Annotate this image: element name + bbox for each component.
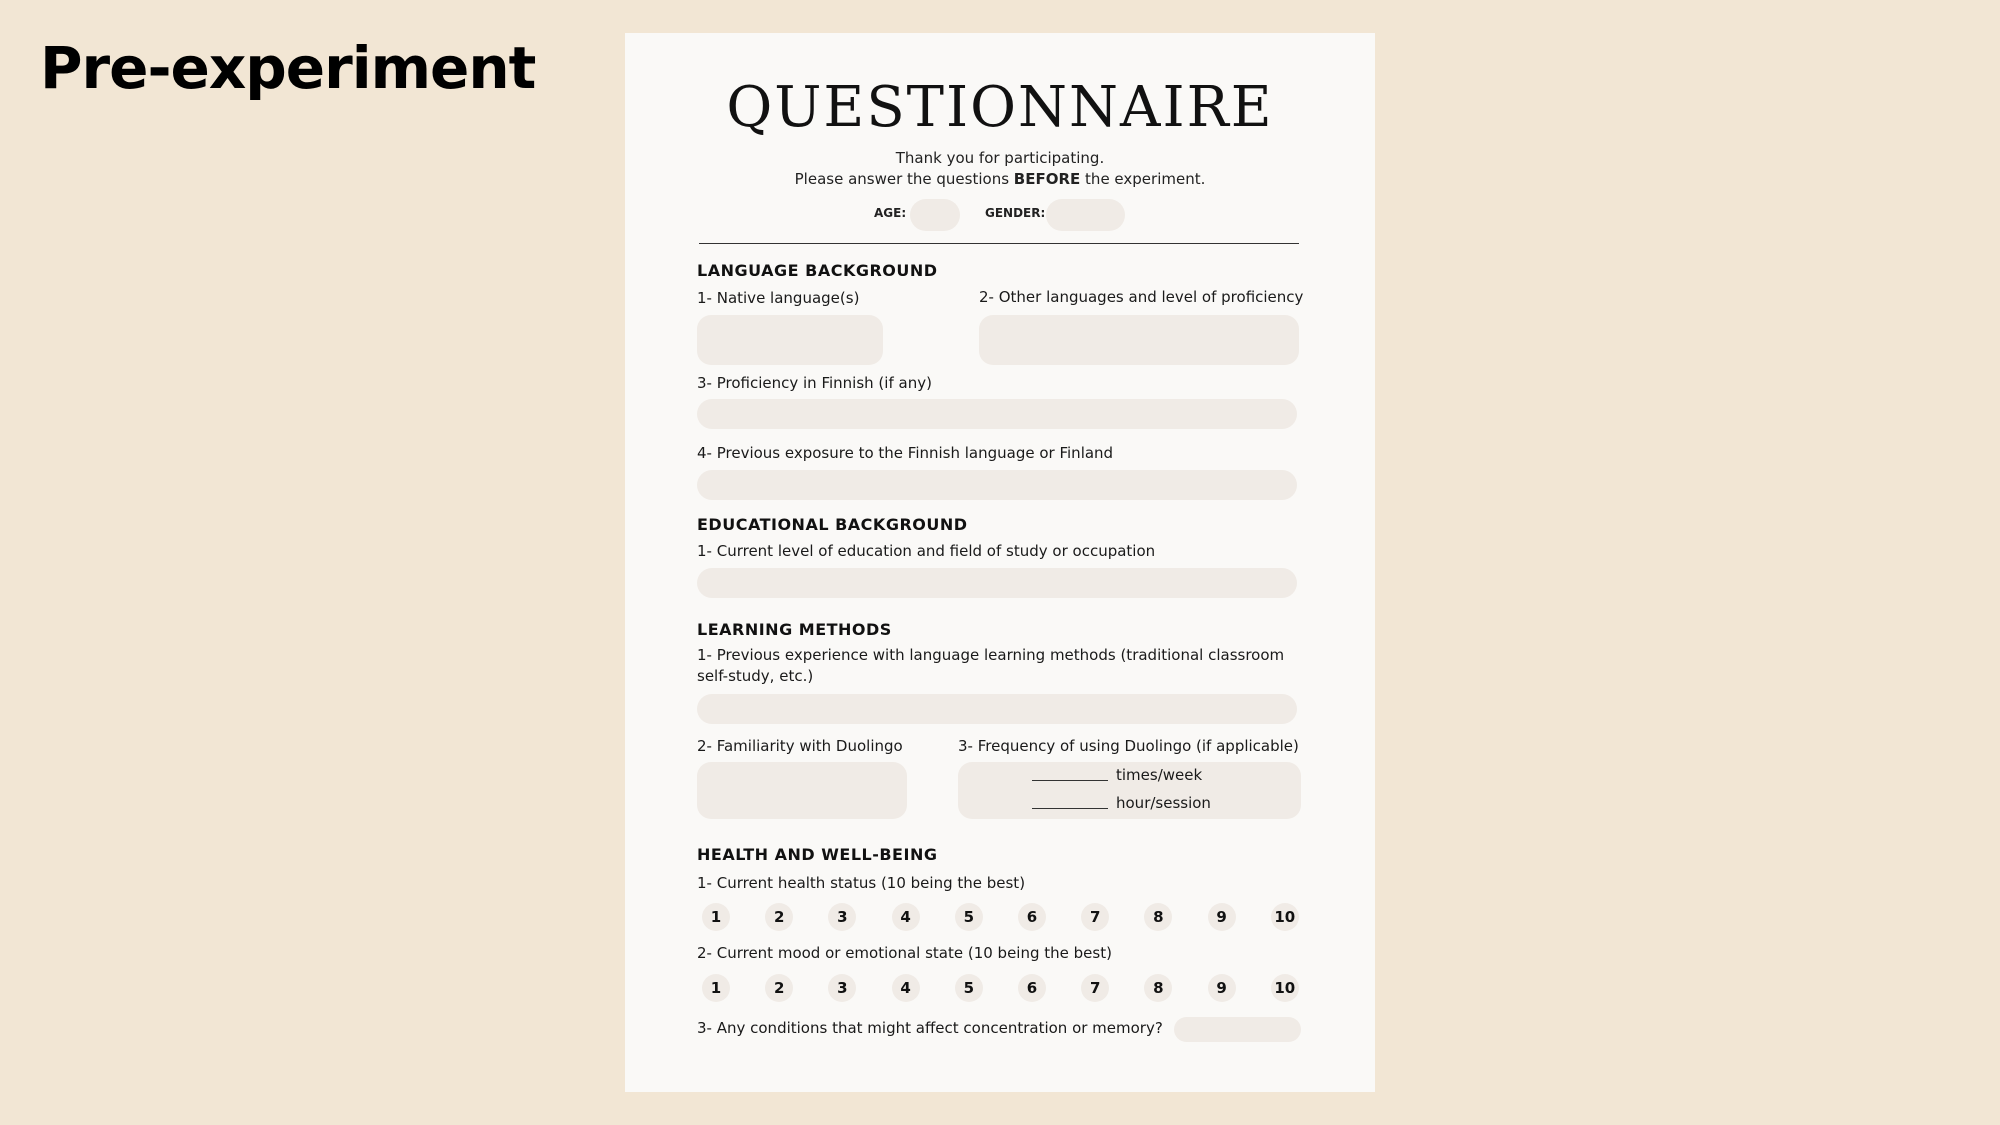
q-finnish-exposure: 4- Previous exposure to the Finnish language or Finland: [697, 444, 1114, 462]
q-conditions: 3- Any conditions that might affect concentration or memory?: [697, 1019, 1163, 1037]
gender-label: GENDER:: [985, 206, 1046, 220]
age-field[interactable]: [910, 199, 960, 231]
questionnaire-sheet: [625, 33, 1375, 1092]
health-status-option-7[interactable]: 7: [1081, 903, 1109, 931]
q-mood-state: 2- Current mood or emotional state (10 being the best): [697, 944, 1112, 962]
finnish-exposure-field[interactable]: [697, 470, 1297, 500]
mood-state-option-4[interactable]: 4: [892, 974, 920, 1002]
divider: [699, 243, 1299, 244]
health-status-option-5[interactable]: 5: [955, 903, 983, 931]
intro-text-after: the experiment.: [1080, 170, 1206, 188]
section-language-background: LANGUAGE BACKGROUND: [697, 261, 938, 280]
native-language-field[interactable]: [697, 315, 883, 365]
age-label: AGE:: [874, 206, 907, 220]
health-status-option-6[interactable]: 6: [1018, 903, 1046, 931]
q-learning-experience-line-1: 1- Previous experience with language learning methods (traditional classroom: [697, 646, 1285, 664]
health-status-option-8[interactable]: 8: [1144, 903, 1172, 931]
intro-text-before: Please answer the questions: [794, 170, 1014, 188]
section-learning-methods: LEARNING METHODS: [697, 620, 892, 639]
mood-state-option-3[interactable]: 3: [828, 974, 856, 1002]
q-other-languages: 2- Other languages and level of proficiency: [979, 288, 1304, 306]
duolingo-familiarity-field[interactable]: [697, 762, 907, 819]
health-status-option-9[interactable]: 9: [1208, 903, 1236, 931]
intro-text-bold: BEFORE: [1013, 170, 1081, 188]
health-status-option-10[interactable]: 10: [1271, 903, 1299, 931]
q-health-status: 1- Current health status (10 being the best): [697, 874, 1026, 892]
hour-session-blank[interactable]: [1032, 808, 1108, 809]
q-finnish-proficiency: 3- Proficiency in Finnish (if any): [697, 374, 932, 392]
gender-field[interactable]: [1046, 199, 1125, 231]
q-duolingo-familiarity: 2- Familiarity with Duolingo: [697, 737, 903, 755]
intro-line-1: Thank you for participating.: [895, 149, 1105, 167]
intro-line-2: [625, 170, 1375, 188]
q-learning-experience-line-2: self-study, etc.): [697, 667, 814, 685]
mood-state-option-10[interactable]: 10: [1271, 974, 1299, 1002]
slide-title: Pre-experiment: [40, 34, 536, 102]
health-status-option-2[interactable]: 2: [765, 903, 793, 931]
finnish-proficiency-field[interactable]: [697, 399, 1297, 429]
mood-state-option-8[interactable]: 8: [1144, 974, 1172, 1002]
mood-state-option-7[interactable]: 7: [1081, 974, 1109, 1002]
q-duolingo-frequency: 3- Frequency of using Duolingo (if applicable): [958, 737, 1299, 755]
other-languages-field[interactable]: [979, 315, 1299, 365]
health-status-option-4[interactable]: 4: [892, 903, 920, 931]
health-status-option-1[interactable]: 1: [702, 903, 730, 931]
questionnaire-title: QUESTIONNAIRE: [726, 75, 1274, 140]
mood-state-option-5[interactable]: 5: [955, 974, 983, 1002]
section-health-wellbeing: HEALTH AND WELL-BEING: [697, 845, 938, 864]
q-native-language: 1- Native language(s): [697, 289, 860, 307]
mood-state-option-9[interactable]: 9: [1208, 974, 1236, 1002]
health-status-option-3[interactable]: 3: [828, 903, 856, 931]
times-week-blank[interactable]: [1032, 780, 1108, 781]
learning-experience-field[interactable]: [697, 694, 1297, 724]
mood-state-option-1[interactable]: 1: [702, 974, 730, 1002]
q-education-level: 1- Current level of education and field of study or occupation: [697, 542, 1156, 560]
mood-state-option-2[interactable]: 2: [765, 974, 793, 1002]
hour-session-label: hour/session: [1116, 794, 1211, 812]
section-educational-background: EDUCATIONAL BACKGROUND: [697, 515, 968, 534]
education-level-field[interactable]: [697, 568, 1297, 598]
conditions-field[interactable]: [1174, 1017, 1301, 1042]
mood-state-option-6[interactable]: 6: [1018, 974, 1046, 1002]
times-week-label: times/week: [1116, 766, 1203, 784]
